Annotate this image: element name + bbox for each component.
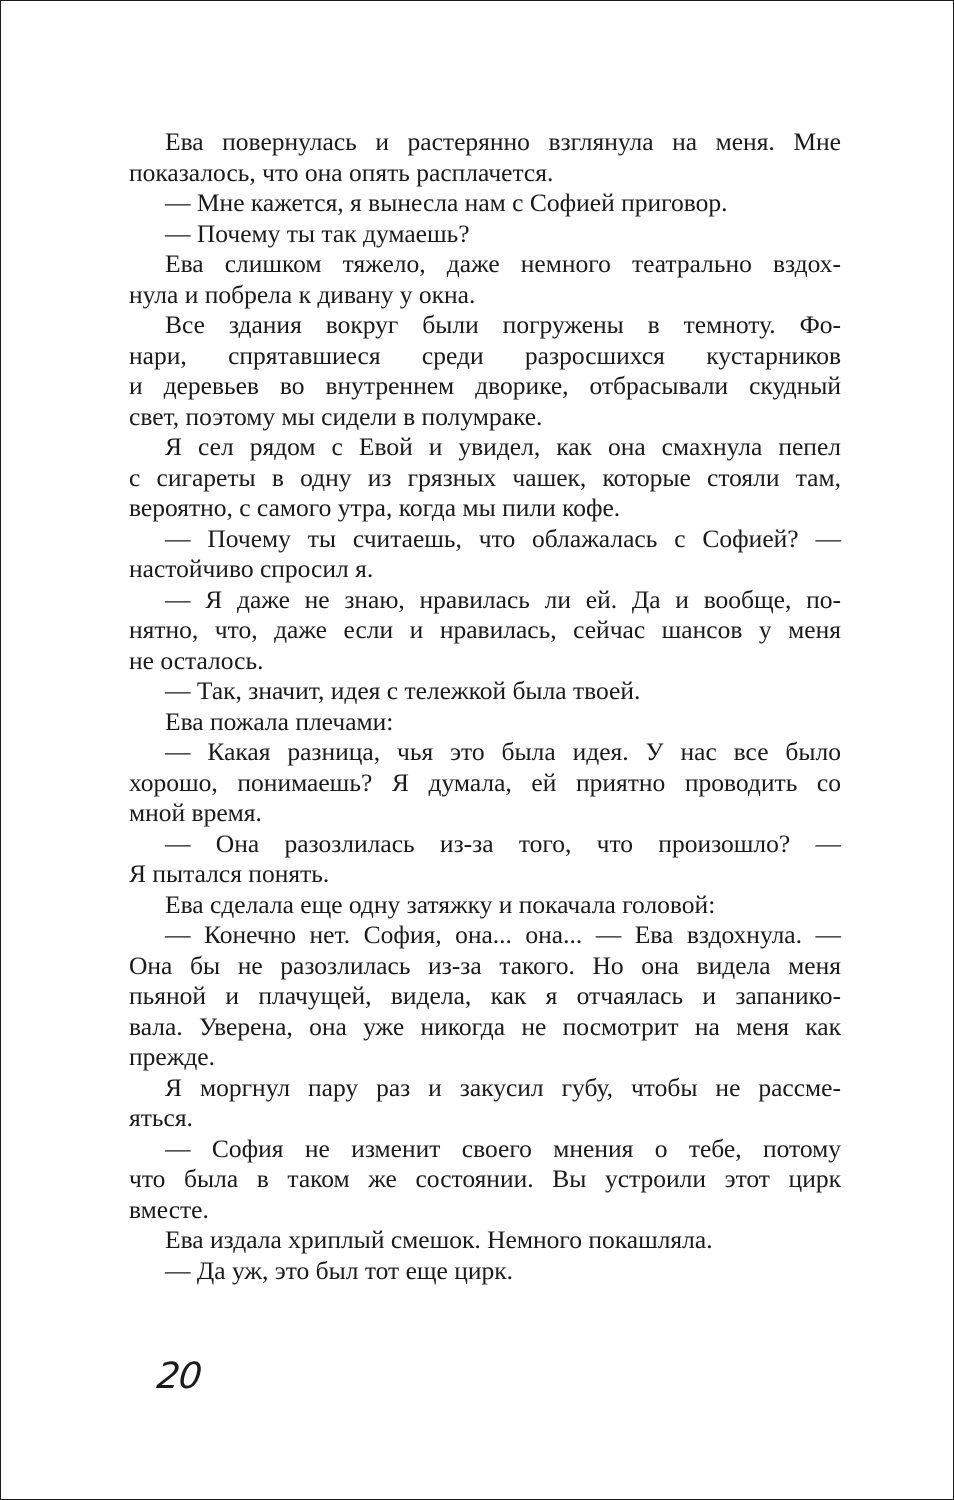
text-line: — София не изменит своего мнения о тебе, потому xyxy=(165,1133,841,1163)
text-line: вала. Уверена, она уже никогда не посмотрит на меня как xyxy=(129,1011,841,1041)
text-line: Я пытался понять. xyxy=(129,859,330,888)
text-line: — Почему ты так думаешь? xyxy=(165,218,470,248)
page-number: 20 xyxy=(154,1356,204,1397)
text-line: и деревьев во внутреннем дворике, отбрасывали скудный xyxy=(129,371,841,400)
text-line: яться. xyxy=(129,1103,193,1132)
text-line: мной время. xyxy=(129,798,262,827)
text-line: нари, спрятавшиеся среди разросшихся кустарников xyxy=(129,340,841,370)
text-line: — Почему ты считаешь, что облажалась с Софией? — xyxy=(165,523,841,553)
text-line: — Так, значит, идея с тележкой была твоей. xyxy=(165,676,641,705)
text-line: Все здания вокруг были погружены в темноту. Фо- xyxy=(165,310,841,339)
text-line: вместе. xyxy=(129,1194,209,1224)
text-line: с сигареты в одну из грязных чашек, которые стояли там, xyxy=(129,462,841,492)
text-line: Ева сделала еще одну затяжку и покачала головой: xyxy=(165,889,716,919)
text-line: показалось, что она опять расплачется. xyxy=(129,157,554,187)
text-line: свет, поэтому мы сидели в полумраке. xyxy=(129,401,543,431)
text-line: Я моргнул пару раз и закусил губу, чтобы не рассме- xyxy=(165,1072,841,1102)
text-line: — Она разозлилась из-за того, что произошло? — xyxy=(165,828,841,858)
text-line: нятно, что, даже если и нравилась, сейчас шансов у меня xyxy=(129,615,841,644)
text-line: настойчиво спросил я. xyxy=(129,554,374,583)
text-line: — Какая разница, чья это была идея. У нас все было xyxy=(165,737,841,766)
text-line: Я сел рядом с Евой и увидел, как она смахнула пепел xyxy=(165,432,841,461)
text-line: нула и побрела к дивану у окна. xyxy=(129,279,476,309)
text-line: вероятно, с самого утра, когда мы пили кофе. xyxy=(129,493,621,522)
text-line: прежде. xyxy=(129,1042,216,1071)
text-line: хорошо, понимаешь? Я думала, ей приятно проводить со xyxy=(129,767,841,797)
text-line: Она бы не разозлилась из-за такого. Но она видела меня xyxy=(129,950,841,980)
text-line: Ева повернулась и растерянно взглянула на меня. Мне xyxy=(165,127,841,156)
body-text xyxy=(129,127,841,1286)
text-line: Ева пожала плечами: xyxy=(165,706,394,736)
text-line: что была в таком же состоянии. Вы устроили этот цирк xyxy=(129,1164,841,1193)
text-line: не осталось. xyxy=(129,645,264,675)
text-line: Ева слишком тяжело, даже немного театрально вздох- xyxy=(165,249,841,278)
text-line: — Да уж, это был тот еще цирк. xyxy=(165,1255,514,1285)
text-line: — Мне кажется, я вынесла нам с Софией приговор. xyxy=(165,188,728,217)
text-line: — Я даже не знаю, нравилась ли ей. Да и вообще, по- xyxy=(165,584,841,614)
text-line: — Конечно нет. София, она... она... — Ева вздохнула. — xyxy=(165,920,841,949)
text-line: пьяной и плачущей, видела, как я отчаялась и запанико- xyxy=(129,981,841,1010)
text-line: Ева издала хриплый смешок. Немного покашляла. xyxy=(165,1225,713,1254)
